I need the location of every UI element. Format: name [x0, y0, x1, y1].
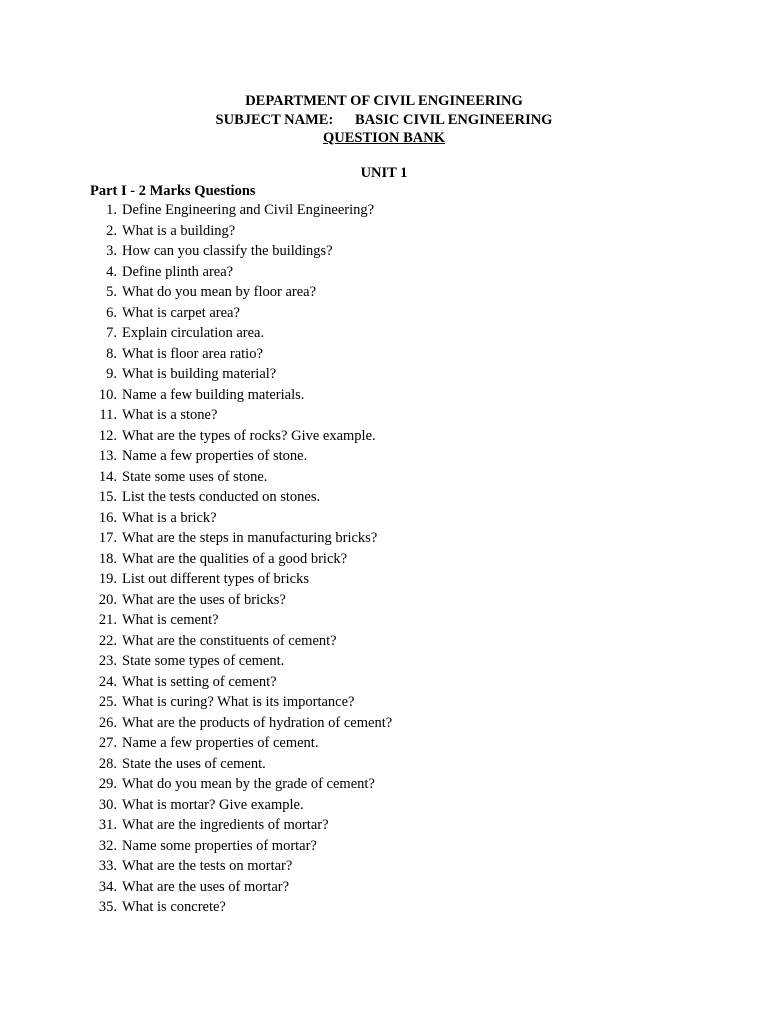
- question-number: 25.: [98, 694, 117, 710]
- question-text: What is mortar? Give example.: [122, 796, 304, 813]
- question-number: 19.: [98, 571, 117, 587]
- question-item: [90, 221, 392, 242]
- question-text: Define Engineering and Civil Engineering?: [122, 202, 375, 218]
- question-text: Name a few properties of stone.: [122, 448, 308, 464]
- question-item: [90, 836, 392, 857]
- subject-name-heading: SUBJECT NAME: BASIC CIVIL ENGINEERING: [215, 111, 553, 128]
- question-text: What is carpet area?: [122, 304, 240, 321]
- question-number: 26.: [98, 714, 117, 731]
- question-item: [90, 487, 392, 508]
- question-number: 5.: [106, 284, 117, 300]
- question-number: 23.: [98, 653, 117, 669]
- question-number: 24.: [98, 673, 117, 690]
- question-item: [90, 508, 392, 529]
- question-number: 20.: [98, 591, 117, 608]
- question-item: [90, 282, 392, 303]
- question-number: 29.: [98, 776, 117, 792]
- question-text: What is a building?: [122, 222, 236, 239]
- question-number: 3.: [106, 243, 117, 259]
- question-bank-title: QUESTION BANK: [322, 130, 446, 146]
- question-item: [90, 364, 392, 385]
- question-number: 33.: [98, 858, 117, 874]
- question-item: [90, 303, 392, 324]
- question-number: 15.: [98, 489, 117, 505]
- question-text: What are the uses of bricks?: [122, 591, 286, 608]
- question-text: What are the qualities of a good brick?: [122, 550, 348, 567]
- question-text: Define plinth area?: [122, 263, 234, 280]
- question-item: [90, 754, 392, 775]
- question-text: List out different types of bricks: [122, 571, 309, 587]
- question-text: What is a brick?: [122, 509, 217, 526]
- question-text: What are the constituents of cement?: [122, 632, 337, 649]
- department-heading: DEPARTMENT OF CIVIL ENGINEERING: [245, 93, 523, 109]
- document-header: [0, 92, 768, 148]
- part-heading: Part I - 2 Marks Questions: [90, 183, 256, 199]
- question-number: 2.: [106, 222, 117, 239]
- question-item: [90, 344, 392, 365]
- question-item: [90, 733, 392, 754]
- question-text: What is curing? What is its importance?: [122, 694, 355, 710]
- question-number: 6.: [106, 304, 117, 321]
- question-item: [90, 672, 392, 693]
- question-item: [90, 774, 392, 795]
- question-item: [90, 856, 392, 877]
- question-number: 28.: [98, 755, 117, 772]
- question-item: [90, 446, 392, 467]
- question-item: [90, 385, 392, 406]
- question-item: [90, 815, 392, 836]
- question-text: What is a stone?: [122, 407, 218, 423]
- question-item: [90, 631, 392, 652]
- question-text: List the tests conducted on stones.: [122, 489, 321, 505]
- question-number: 9.: [106, 366, 117, 382]
- question-number: 4.: [106, 263, 117, 280]
- question-number: 8.: [106, 345, 117, 362]
- question-item: [90, 795, 392, 816]
- question-text: What are the uses of mortar?: [122, 878, 290, 895]
- question-item: [90, 897, 392, 918]
- question-item: [90, 651, 392, 672]
- question-item: [90, 610, 392, 631]
- question-number: 17.: [98, 530, 117, 546]
- question-number: 10.: [98, 386, 117, 403]
- question-number: 13.: [98, 448, 117, 464]
- question-number: 35.: [98, 899, 117, 915]
- question-text: State some uses of stone.: [122, 468, 268, 485]
- question-list: [90, 200, 392, 918]
- question-text: State the uses of cement.: [122, 755, 266, 772]
- question-item: [90, 569, 392, 590]
- question-text: What are the tests on mortar?: [122, 858, 293, 874]
- question-number: 21.: [98, 612, 117, 628]
- question-item: [90, 405, 392, 426]
- unit-heading: UNIT 1: [360, 165, 408, 181]
- question-item: [90, 200, 392, 221]
- question-item: [90, 262, 392, 283]
- question-number: 16.: [98, 509, 117, 526]
- question-item: [90, 713, 392, 734]
- question-item: [90, 590, 392, 611]
- question-number: 7.: [106, 325, 117, 341]
- question-text: What are the types of rocks? Give example.: [122, 427, 376, 444]
- question-text: What is setting of cement?: [122, 673, 277, 690]
- question-number: 31.: [98, 817, 117, 833]
- question-text: What is building material?: [122, 366, 277, 382]
- question-text: What do you mean by floor area?: [122, 284, 317, 300]
- question-text: State some types of cement.: [122, 653, 285, 669]
- question-text: What do you mean by the grade of cement?: [122, 776, 375, 792]
- question-item: [90, 877, 392, 898]
- question-item: [90, 426, 392, 447]
- question-number: 32.: [98, 837, 117, 854]
- question-text: What are the steps in manufacturing bricks?: [122, 530, 378, 546]
- question-text: What is floor area ratio?: [122, 345, 263, 362]
- question-number: 27.: [98, 735, 117, 751]
- question-item: [90, 323, 392, 344]
- question-text: Name a few building materials.: [122, 386, 305, 403]
- question-item: [90, 241, 392, 262]
- question-text: What are the ingredients of mortar?: [122, 817, 329, 833]
- question-number: 34.: [98, 878, 117, 895]
- question-text: Explain circulation area.: [122, 325, 265, 341]
- question-number: 1.: [106, 202, 117, 218]
- question-number: 22.: [98, 632, 117, 649]
- question-number: 30.: [98, 796, 117, 813]
- question-item: [90, 692, 392, 713]
- question-item: [90, 528, 392, 549]
- question-text: What are the products of hydration of cement?: [122, 714, 393, 731]
- question-item: [90, 467, 392, 488]
- question-number: 11.: [99, 407, 117, 423]
- question-text: Name some properties of mortar?: [122, 837, 317, 854]
- question-text: Name a few properties of cement.: [122, 735, 319, 751]
- question-text: What is concrete?: [122, 899, 226, 915]
- question-text: What is cement?: [122, 612, 219, 628]
- question-number: 12.: [98, 427, 117, 444]
- question-text: How can you classify the buildings?: [122, 243, 333, 259]
- question-number: 14.: [98, 468, 117, 485]
- question-item: [90, 549, 392, 570]
- question-number: 18.: [98, 550, 117, 567]
